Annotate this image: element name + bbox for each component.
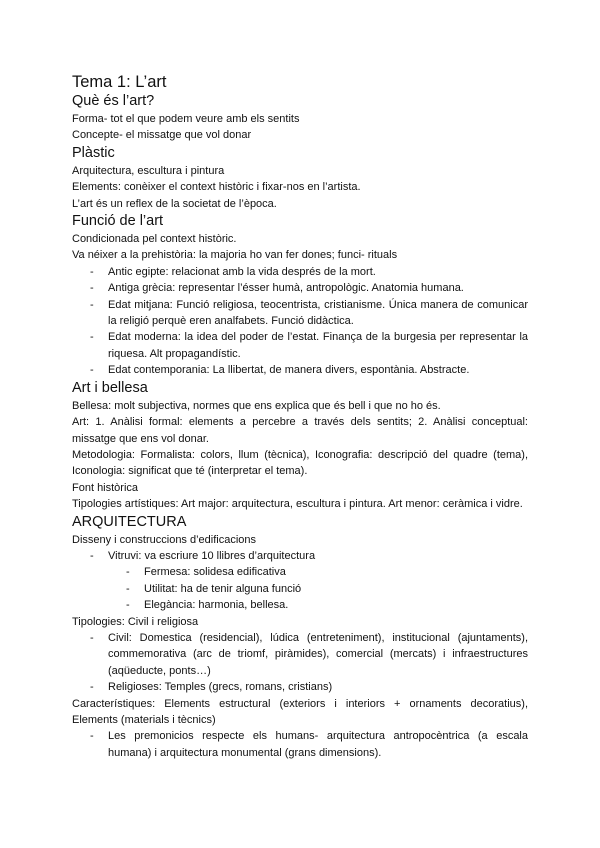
text-line: Forma- tot el que podem veure amb els sentits — [72, 113, 300, 125]
list-item: - Edat contemporania: La llibertat, de manera divers, espontània. Abstracte. — [90, 364, 470, 377]
heading-plastic: Plàstic — [72, 144, 115, 161]
list-item: - Utilitat: ha de tenir alguna funció — [126, 582, 302, 595]
text-line: Tipologies artístiques: Art major: arquitectura, escultura i pintura. Art menor: ceràmica i vidre. — [72, 498, 523, 511]
document-title: Tema 1: L’art — [72, 73, 167, 91]
caracteristiques-list — [72, 728, 528, 761]
funcio-list — [72, 264, 528, 379]
list-item: - Religioses: Temples (grecs, romans, cristians) — [90, 681, 333, 694]
heading-que-es: Què és l’art? — [72, 93, 155, 109]
list-item: - Fermesa: solidesa edificativa — [126, 566, 286, 579]
text-line: Va néixer a la prehistòria: la majoria ho van fer dones; funci- rituals — [72, 249, 398, 262]
list-item: - Edat mitjana: Funció religiosa, teocentrista, cristianisme. Única manera de comunicar la religió perquè eren analfabets. Funció didàctica. — [90, 298, 528, 328]
list-item: - Antic egipte: relacionat amb la vida després de la mort. — [90, 265, 376, 278]
list-item: - Elegància: harmonia, bellesa. — [126, 599, 289, 612]
text-line: Art: 1. Anàlisi formal: elements a percebre a través dels sentits; 2. Anàlisi conceptual: missatge que ens vol donar. — [72, 416, 528, 445]
text-line: L’art és un reflex de la societat de l’època. — [72, 197, 277, 210]
tipologies-list — [72, 630, 528, 696]
heading-funcio: Funció de l’art — [72, 213, 164, 230]
text-line: Condicionada pel context històric. — [72, 233, 237, 246]
text-line: Font històrica — [72, 481, 139, 494]
list-item: - Edat moderna: la idea del poder de l’estat. Finança de la burgesia per representar la riquesa. Alt propagandístic. — [90, 331, 528, 360]
text-line: Elements: conèixer el context històric i fixar-nos en l’artista. — [72, 181, 361, 194]
heading-bellesa: Art i bellesa — [72, 379, 148, 396]
list-item: - Civil: Domestica (residencial), lúdica (entreteniment), institucional (ajuntaments), commemorativa (arc de triomf, piràmides), comercial (mercats) i infraestructures (aqüeducte, ponts…) — [90, 631, 528, 677]
text-line: Metodologia: Formalista: colors, llum (tècnica), Iconografia: descripció del quadre (tema), Iconologia: significat que té (interpretar el tema). — [72, 448, 528, 478]
vitruvi-list — [72, 548, 528, 614]
heading-arquitectura: ARQUITECTURA — [72, 513, 187, 530]
text-line: Disseny i construccions d’edificacions — [72, 533, 257, 546]
list-item: - Les premonicios respecte els humans- arquitectura antropocèntrica (a escala humana) i arquitectura monumental (grans dimensions). — [90, 730, 528, 759]
text-line: Característiques: Elements estructural (exteriors i interiors + ornaments decoratius), Elements (materials i tècnics) — [72, 697, 528, 726]
document-page — [72, 72, 528, 761]
text-line: Arquitectura, escultura i pintura — [72, 164, 225, 177]
text-line: Tipologies: Civil i religiosa — [72, 615, 199, 628]
text-line: Concepte- el missatge que vol donar — [72, 129, 252, 142]
list-item: - Vitruvi: va escriure 10 llibres d’arquitectura — [90, 549, 316, 562]
text-line: Bellesa: molt subjectiva, normes que ens explica que és bell i que no ho és. — [72, 399, 441, 412]
list-item: - Antiga grècia: representar l’ésser humà, antropològic. Anatomia humana. — [90, 282, 464, 295]
